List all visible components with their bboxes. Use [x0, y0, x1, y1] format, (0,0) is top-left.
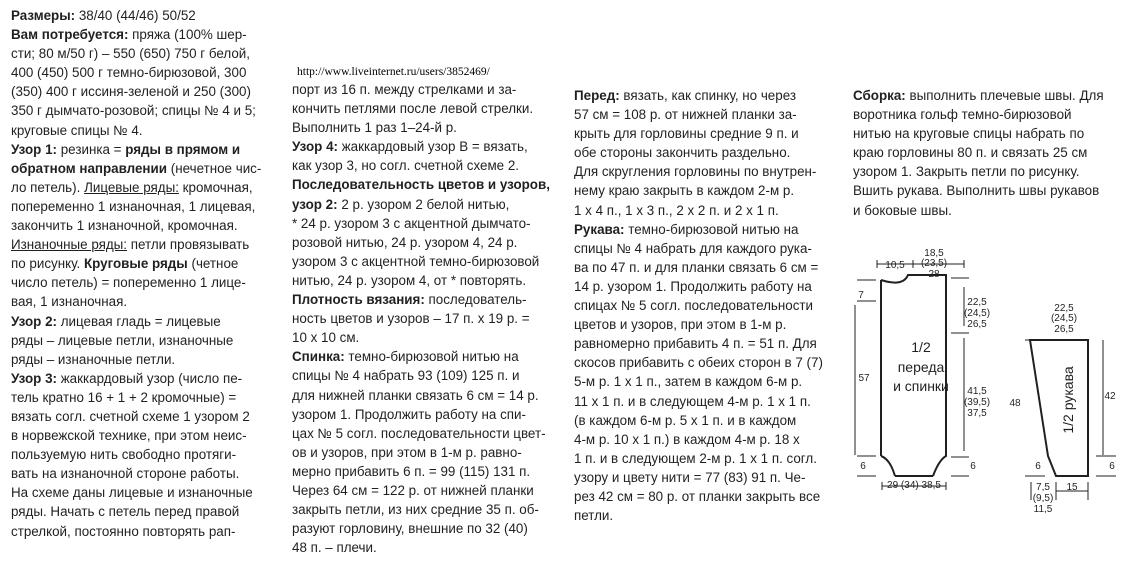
- text: краю горловины 80 п. и связать 25 см: [853, 145, 1088, 161]
- text: лицевая гладь = лицевые: [60, 313, 221, 329]
- top-dim-b1: 18,5: [924, 248, 944, 259]
- left-dim-top: 7: [858, 290, 864, 301]
- text: ряды – лицевые петли, изнаночные: [11, 332, 234, 348]
- text: 2 р. узором 2 белой нитью,: [341, 196, 510, 212]
- text: последователь-: [428, 292, 527, 308]
- text: сти; 80 м/50 г) – 550 (650) 750 г белой,: [11, 46, 250, 62]
- text: ва по 47 п. и для планки связать 6 см =: [574, 259, 819, 275]
- bottom-width: 29 (34) 38,5: [887, 480, 941, 491]
- pattern-1-label: Узор 1:: [11, 141, 57, 157]
- text: нитью на круговые спицы набрать по: [853, 126, 1085, 142]
- text: темно-бирюзовой нитью на: [628, 221, 799, 237]
- text: в норвежской технике, при этом неис-: [11, 428, 247, 444]
- right-dim-b1: 41,5: [967, 386, 987, 397]
- sleeve-bottom-width: 15: [1066, 482, 1078, 493]
- text: 5-м р. 1 х 1 п., затем в каждом 6-м р.: [574, 374, 803, 390]
- text: узором 1. Закрыть петли по рисунку.: [853, 164, 1080, 180]
- text: 4-м р. 10 х 1 п.) в каждом 4-м р. 18 х: [574, 431, 800, 447]
- text: пряжа (100% шер-: [132, 27, 247, 43]
- text: петли провязывать: [130, 237, 250, 253]
- text: как узор 3, но согл. счетной схеме 2.: [292, 158, 519, 174]
- text: 57 см = 108 р. от нижней планки за-: [574, 107, 797, 123]
- top-dim-a: 10,5: [885, 260, 905, 271]
- text: жаккардовый узор В = вязать,: [341, 139, 528, 155]
- text: 350 г дымчато-розовой; спицы № 4 и 5;: [11, 103, 256, 119]
- sleeve-label: 1/2 рукава: [1060, 366, 1076, 434]
- text: спицах № 5 согл. последовательности: [574, 298, 814, 314]
- sleeve-right: 42: [1104, 391, 1116, 402]
- sleeve-top-1: 22,5: [1054, 303, 1074, 314]
- sleeve-top-3: 26,5: [1054, 324, 1074, 335]
- sleeve-bottom-3: 11,5: [1033, 504, 1053, 515]
- text: (четное: [191, 256, 239, 272]
- text: резинка =: [60, 141, 122, 157]
- text: спицы № 4 набрать 93 (109) 125 п. и: [292, 368, 520, 384]
- text: 10 х 10 см.: [292, 330, 360, 346]
- text: цах № 5 согл. последовательности цвет-: [292, 425, 546, 441]
- sleeve-top-2: (24,5): [1050, 313, 1078, 324]
- assembly-label: Сборка:: [853, 88, 906, 103]
- text: (нечетное чис-: [170, 160, 262, 176]
- text: узором 1. Продолжить работу на спи-: [292, 406, 526, 422]
- text: для нижней планки связать 6 см = 14 р.: [292, 387, 539, 403]
- text: Выполнить 1 раз 1–24-й р.: [292, 120, 457, 136]
- text: стрелкой, постоянно повторять рап-: [11, 523, 236, 539]
- text: мерно прибавить 6 п. = 99 (115) 131 п.: [292, 463, 531, 479]
- text: розовой нитью, 24 р. узором 4, 24 р.: [292, 234, 518, 250]
- text: кончить петлями после левой стрелки.: [292, 101, 534, 117]
- text: закончить 1 изнаночной, кромочная.: [11, 218, 238, 234]
- pattern-4-label: Узор 4:: [292, 139, 338, 155]
- sequence-label: Последовательность цветов и узоров,: [292, 177, 550, 193]
- text: ов и узоров, при этом в 1-м р. равно-: [292, 444, 522, 460]
- text: 48 п. – плечи.: [292, 540, 377, 556]
- materials-label: Вам потребуется:: [11, 27, 129, 43]
- pattern-2-label: Узор 2:: [11, 313, 57, 329]
- left-dim-main: 57: [858, 373, 870, 384]
- right-dim-b3: 37,5: [967, 408, 987, 419]
- right-dim-a2: (24,5): [963, 308, 991, 319]
- text: крыть для горловины средние 9 п. и: [574, 126, 799, 142]
- text: 400 (450) 500 г темно-бирюзовой, 300: [11, 65, 247, 81]
- text: Для скругления горловины по внутрен-: [574, 164, 817, 180]
- pattern-3-label: Узор 3:: [11, 370, 57, 386]
- text: закрыть петли, из них средние 35 п. об-: [292, 502, 539, 518]
- right-dim-bottom: 6: [970, 461, 976, 472]
- text: * 24 р. узором 3 с акцентной дымчато-: [292, 215, 531, 231]
- sleeve-piece-outline: [1030, 340, 1088, 476]
- dimension-lines: [855, 260, 969, 490]
- text: вязать, как спинку, но через: [623, 88, 796, 103]
- text: по рисунку.: [11, 256, 81, 272]
- sleeve-bottom-2: (9,5): [1032, 493, 1054, 504]
- text: обе стороны закончить раздельно.: [574, 145, 791, 161]
- body-label-1: 1/2: [911, 339, 931, 355]
- sleeve-right-bottom: 6: [1109, 461, 1115, 472]
- text: кромочная,: [182, 179, 253, 195]
- text: ность цветов и узоров – 17 п. х 19 р. =: [292, 311, 530, 327]
- text: ряды. Начать с петель перед правой: [11, 504, 240, 520]
- text: число петель) = попеременно 1 лице-: [11, 275, 246, 291]
- text: пользуемую нить свободно протяги-: [11, 447, 237, 463]
- text: Изнаночные ряды:: [11, 237, 128, 253]
- sleeve-left: 48: [1009, 398, 1021, 409]
- text: тель кратно 16 + 1 + 2 кромочные) =: [11, 389, 237, 405]
- text: нитью, 24 р. узором 4, от * повторять.: [292, 272, 527, 288]
- text: На схеме даны лицевые и изнаночные: [11, 485, 253, 501]
- text: порт из 16 п. между стрелками и за-: [292, 82, 517, 97]
- text: Круговые ряды: [83, 256, 188, 272]
- text: круговые спицы № 4.: [11, 122, 143, 138]
- text: узором 3 с акцентной темно-бирюзовой: [292, 253, 540, 269]
- text: ряды в прямом и: [125, 141, 241, 157]
- text: Вшить рукава. Выполнить швы рукавов: [853, 183, 1100, 199]
- text: обратном направлении: [11, 160, 167, 176]
- text: 1 п. и в следующем 2-м р. 1 х 1 п. согл.: [574, 450, 817, 466]
- body-label-2: переда: [897, 359, 945, 375]
- text: выполнить плечевые швы. Для: [909, 88, 1104, 103]
- text: темно-бирюзовой нитью на: [348, 349, 519, 365]
- sizes-value: 38/40 (44/46) 50/52: [78, 8, 196, 23]
- text: Через 64 см = 122 р. от нижней планки: [292, 482, 534, 498]
- text: вать на изнаночной стороне работы.: [11, 466, 240, 482]
- text: и боковые швы.: [853, 202, 952, 218]
- sleeve-bottom-1: 7,5: [1036, 482, 1050, 493]
- text: узор 2:: [292, 196, 338, 212]
- text: воротника гольф темно-бирюзовой: [853, 107, 1072, 123]
- text: спицы № 4 набрать для каждого рука-: [574, 240, 812, 256]
- text: Лицевые ряды:: [84, 179, 179, 195]
- text: (в каждом 6-м р. 5 х 1 п. и в каждом: [574, 412, 797, 428]
- right-dim-a3: 26,5: [967, 319, 987, 330]
- density-label: Плотность вязания:: [292, 292, 425, 308]
- right-dim-a1: 22,5: [967, 297, 987, 308]
- text: 1 х 4 п., 1 х 3 п., 2 х 2 п. и 2 х 1 п.: [574, 202, 779, 218]
- text: нему краю закрыть в каждом 2-м р.: [574, 183, 795, 199]
- text: ло петель).: [11, 179, 81, 195]
- sleeves-label: Рукава:: [574, 221, 625, 237]
- text: равномерно прибавить 4 п. = 51 п. Для: [574, 336, 817, 352]
- text: (350) 400 г иссиня-зеленой и 250 (300): [11, 84, 251, 100]
- text: разуют горловину, внешние по 32 (40): [292, 521, 528, 537]
- text: жаккардовый узор (число пе-: [60, 370, 243, 386]
- right-dim-b2: (39,5): [963, 397, 991, 408]
- top-dim-b2: (23,5): [920, 258, 948, 269]
- front-label: Перед:: [574, 88, 620, 103]
- source-url: http://www.liveinternet.ru/users/3852469/: [297, 66, 490, 78]
- back-label: Спинка:: [292, 349, 345, 365]
- sleeve-left-bottom: 6: [1035, 461, 1041, 472]
- text: 14 р. узором 1. Продолжить работу на: [574, 278, 812, 294]
- text: рез 42 см = 80 р. от планки закрыть все: [574, 488, 821, 504]
- text: цветов и узоров, при этом в 1-м р.: [574, 317, 787, 333]
- text: вая, 1 изнаночная.: [11, 294, 128, 310]
- sizes-label: Размеры:: [11, 8, 76, 23]
- left-dim-bottom: 6: [860, 461, 866, 472]
- text: 11 х 1 п. и в следующем 4-м р. 1 х 1 п.: [574, 393, 811, 409]
- text: вязать согл. счетной схеме 1 узором 2: [11, 408, 250, 424]
- top-dim-b3: 28: [928, 269, 940, 280]
- body-label-3: и спинки: [893, 378, 949, 394]
- text: ряды – изнаночные петли.: [11, 351, 176, 367]
- text: узору и цвету нити = 77 (83) 91 п. Че-: [574, 469, 806, 485]
- text: петли.: [574, 508, 614, 524]
- text: попеременно 1 изнаночная, 1 лицевая,: [11, 198, 256, 214]
- text: скосов прибавить с обеих сторон в 7 (7): [574, 355, 823, 371]
